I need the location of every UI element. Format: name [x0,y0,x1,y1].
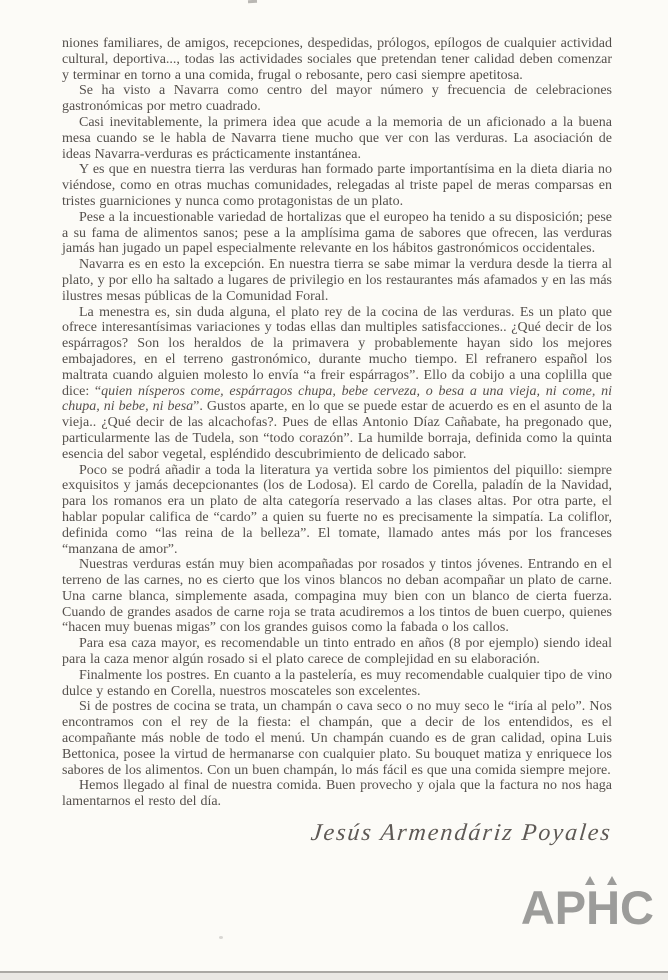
logo-peak-icon [607,876,617,885]
paragraph-4: Y es que en nuestra tierra las verduras han formado parte importantísima en la dieta diaria no viéndose, como en otras muchas comunidades, relegadas al triste papel de meras comparsas en tristes guarniciones y nunca como protagonistas de un plato. [62,162,612,209]
author-signature-text: Jesús Armendáriz Poyales [309,820,614,847]
paragraph-2: Se ha visto a Navarra como centro del mayor número y frecuencia de celebraciones gastronómicas por metro cuadrado. [62,83,612,115]
aphc-logo-text: APHC [520,881,654,934]
paragraph-5: Pese a la incuestionable variedad de hortalizas que el europeo ha tenido a su disposición; pese a su fama de alimentos sanos; pese a la amplísima gama de sabores que ofrecen, las verduras jamás han jugado un papel especialmente relevante en los hábitos gastronómicos occidentales. [62,209,612,257]
paragraph-12: Si de postres de cocina se trata, un champán o cava seco o no muy seco le “iría al pelo”. Nos encontramos con el rey de la fiesta: el champán, que a decir de los entendidos, es el acompañante más noble de todo el menú. Un champán cuando es de gran calidad, opina Luis Bettonica, posee la virtud de hermanarse con cualquier plato. Su bouquet matiza y enriquece los sabores de los alimentos. Con un buen champán, lo más fácil es que una comida siempre mejore. [62,699,612,778]
aphc-logo [520,881,654,934]
paragraph-11: Finalmente los postres. En cuanto a la pastelería, es muy recomendable cualquier tipo de vino dulce y estando en Corella, nuestros moscateles son excelentes. [62,667,612,699]
article-text [62,36,612,847]
paragraph-13: Hemos llegado al final de nuestra comida. Buen provecho y ojala que la factura no nos haga lamentarnos el resto del día. [62,778,612,810]
paragraph-7-segment: ”. Gustos aparte, en lo que se puede estar de acuerdo es en el asunto de la vieja.. ¿Qué decir de las alcachofas?. Pues de ellas Antonio Díaz Cañabate, ha pregonado que, particularmente las de Tudela, son “todo corazón”. La humilde borraja, definida como la quinta esencia del sabor vegetal, espléndido descubrimiento de delicado sabor. [62,399,613,462]
paragraph-7-segment: La menestra es, sin duda alguna, el plato rey de la cocina de las verduras. Es un plato que ofrece interesantísimas variaciones y todas ellas dan multiples satisfacciones.. ¿Qué decir de los espárragos? Son los heraldos de la primavera y probablemente hayan sido los mejores embajadores, en el terreno gastronómico, durante mucho tiempo. El refranero español los maltrata cuando alguien molesto lo envía “a freir espárragos”. Ello da cobijo a una coplilla que dice: “ [62,304,612,399]
logo-peak-icon [585,876,595,885]
author-signature [62,819,612,847]
paragraph-1: niones familiares, de amigos, recepciones, despedidas, prólogos, epílogos de cualquier actividad cultural, deportiva..., todas las actividades sociales que pretendan tener calidad deben comenzar y terminar en torno a una comida, frugal o rebosante, pero casi siempre apetitosa. [62,36,612,83]
paragraph-10: Para esa caza mayor, es recomendable un tinto entrado en años (8 por ejemplo) siendo ideal para la caza menor algún rosado si el plato carece de complejidad en su elaboración. [62,636,612,668]
paragraph-8: Poco se podrá añadir a toda la literatura ya vertida sobre los pimientos del piquillo: siempre exquisitos y jamás decepcionantes (los de Lodosa). El cardo de Corella, paladín de la Navidad, para los romanos era un plato de alta categoría reservado a las clases altas. Por otra parte, el hablar popular califica de “cardo” a quien su fuerte no es precisamente la simpatía. La coliflor, definida como “las reina de la belleza”. El tomate, llamado antes más por los franceses “manzana de amor”. [62,462,612,557]
paragraph-6: Navarra es en esto la excepción. En nuestra tierra se sabe mimar la verdura desde la tierra al plato, y por ello ha saltado a lugares de privilegio en los restaurantes más afamados y en las más ilustres mesas públicas de la Comunidad Foral. [62,257,612,304]
scan-artifact-speck [219,936,223,939]
paragraph-3: Casi inevitablemente, la primera idea que acude a la memoria de un aficionado a la buena mesa cuando se le habla de Navarra tiene mucho que ver con las verduras. La asociación de ideas Navarra-verduras es prácticamente instantánea. [62,114,612,162]
scan-artifact-dash [248,0,257,3]
paragraph-9: Nuestras verduras están muy bien acompañadas por rosados y tintos jóvenes. Entrando en el terreno de las carnes, no es cierto que los vinos blancos no deban acompañar un plato de carne. Una carne blanca, simplemente asada, compagina muy bien con un blanco de cierta fuerza. Cuando de grandes asados de carne roja se trata acudiremos a los tintos de buen cuerpo, quienes “hacen muy buenas migas” con los grandes guisos como la fabada o los callos. [62,557,612,636]
page-bottom-edge [0,971,668,980]
paragraph-7-quote: quien nísperos come, espárragos chupa, bebe cerveza, o besa a una vieja, ni come, ni chupa, ni bebe, ni besa [62,383,612,415]
paragraph-7 [62,305,612,463]
